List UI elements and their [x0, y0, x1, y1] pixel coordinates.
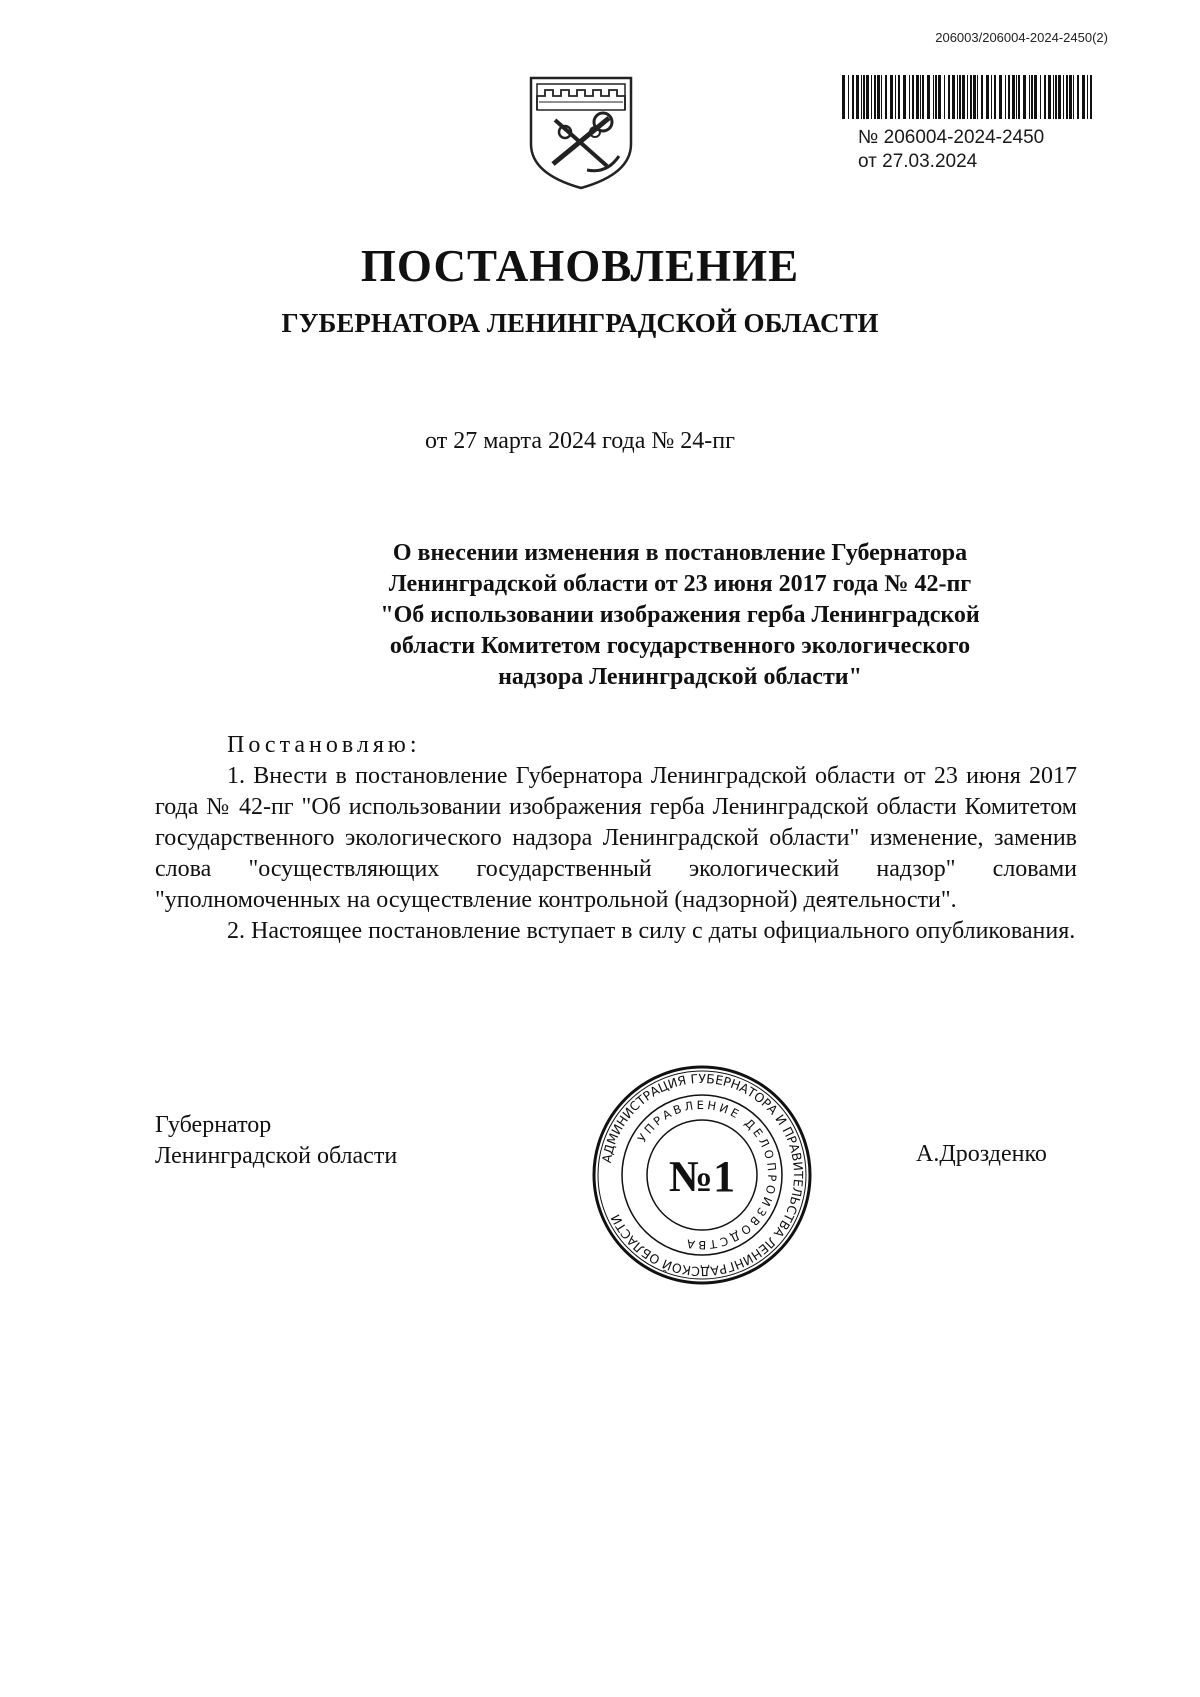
document-body [155, 730, 1077, 947]
barcode-bar [1034, 75, 1037, 119]
barcode-bar [1073, 75, 1074, 119]
barcode-bar [1044, 75, 1046, 119]
barcode-bar [863, 75, 865, 119]
barcode-bar [1031, 75, 1033, 119]
barcode-bar [999, 75, 1002, 119]
barcode-bar [952, 75, 955, 119]
barcode-bar [920, 75, 921, 119]
barcode-bar [909, 75, 910, 119]
barcode-bar [981, 75, 983, 119]
barcode-bar [877, 75, 880, 119]
signatory-name: А.Дрозденко [916, 1141, 1047, 1167]
barcode-bar [1018, 75, 1020, 119]
seal-inner-text: УПРАВЛЕНИЕ ДЕЛОПРОИЗВОДСТВА [634, 1097, 780, 1253]
barcode [842, 75, 1096, 119]
barcode-bar [927, 75, 930, 119]
barcode-bar [1008, 75, 1010, 119]
barcode-bar [986, 75, 989, 119]
document-title: ПОСТАНОВЛЕНИЕ [360, 241, 800, 291]
barcode-bar [1063, 75, 1064, 119]
heading-line: О внесении изменения в постановление Губернатора [392, 540, 968, 566]
decree-word: Постановляю: [227, 732, 421, 758]
barcode-bar [916, 75, 919, 119]
paragraph-1: 1. Внести в постановление Губернатора Ленинградской области от 23 июня 2017 года № 42-пг "Об использовании изображения герба Ленинградской области Комитетом государственного экологического надзора Ленинградской области" изменение, заменив слова "осуществляющих государственный экологический надзор" словами "уполномоченных на осуществление контрольной (надзорной) деятельности". [155, 763, 1077, 913]
barcode-bar [1005, 75, 1006, 119]
signatory-position-line: Губернатор [155, 1112, 272, 1138]
barcode-bar [977, 75, 978, 119]
barcode-bar [1055, 75, 1057, 119]
document-issuer: ГУБЕРНАТОРА ЛЕНИНГРАДСКОЙ ОБЛАСТИ [281, 308, 879, 338]
barcode-bar [1012, 75, 1015, 119]
barcode-bar [935, 75, 937, 119]
registration-date: от 27.03.2024 [858, 151, 978, 172]
barcode-bar [1023, 75, 1026, 119]
signatory-position-line: Ленинградской области [155, 1143, 398, 1169]
leningrad-oblast-coat-of-arms-icon [525, 74, 637, 192]
barcode-bar [1058, 75, 1061, 119]
heading-line: области Комитетом государственного экологического [389, 633, 971, 659]
barcode-bar [933, 75, 934, 119]
barcode-bar [1066, 75, 1068, 119]
barcode-bar [922, 75, 924, 119]
barcode-bar [962, 75, 965, 119]
barcode-bar [903, 75, 906, 119]
barcode-bar [944, 75, 945, 119]
signatory-position [155, 1110, 397, 1172]
barcode-bar [1087, 75, 1088, 119]
barcode-bar [1040, 75, 1041, 119]
barcode-bar [973, 75, 976, 119]
barcode-bar [1016, 75, 1017, 119]
heading-line: надзора Ленинградской области" [498, 664, 862, 690]
barcode-bar [1053, 75, 1054, 119]
barcode-bar [1090, 75, 1092, 119]
paragraph-2: 2. Настоящее постановление вступает в силу с даты официального опубликования. [227, 918, 1076, 944]
registration-block [858, 126, 1044, 174]
document-date-number: от 27 марта 2024 года № 24-пг [425, 428, 735, 454]
barcode-bar [881, 75, 882, 119]
barcode-bar [861, 75, 862, 119]
barcode-bar [1082, 75, 1085, 119]
barcode-bar [852, 75, 854, 119]
barcode-bar [885, 75, 887, 119]
seal-outer-text: АДМИНИСТРАЦИЯ ГУБЕРНАТОРА И ПРАВИТЕЛЬСТВА ЛЕНИНГРАДСКОЙ ОБЛАСТИ [598, 1070, 807, 1280]
barcode-bar [1069, 75, 1072, 119]
registration-id: 206003/206004-2024-2450(2) [935, 30, 1108, 45]
barcode-bar [959, 75, 961, 119]
barcode-bar [1029, 75, 1030, 119]
barcode-bar [871, 75, 872, 119]
barcode-bar [890, 75, 893, 119]
registration-number: № 206004-2024-2450 [858, 127, 1045, 148]
document-heading [0, 538, 1200, 693]
barcode-bar [912, 75, 914, 119]
barcode-bar [994, 75, 996, 119]
barcode-bar [1048, 75, 1051, 119]
barcode-bar [1077, 75, 1079, 119]
barcode-bar [967, 75, 968, 119]
barcode-bar [898, 75, 900, 119]
barcode-bar [957, 75, 958, 119]
official-seal-stamp [590, 1063, 814, 1287]
heading-line: "Об использовании изображения герба Ленинградской [380, 602, 980, 628]
barcode-bar [856, 75, 859, 119]
barcode-bar [991, 75, 992, 119]
barcode-bar [866, 75, 869, 119]
barcode-bar [970, 75, 972, 119]
barcode-bar [874, 75, 876, 119]
barcode-bar [895, 75, 896, 119]
barcode-bar [948, 75, 950, 119]
barcode-bar [938, 75, 941, 119]
seal-number: №1 [668, 1152, 736, 1201]
barcode-bar [848, 75, 849, 119]
barcode-bar [842, 75, 845, 119]
heading-line: Ленинградской области от 23 июня 2017 года № 42-пг [388, 571, 972, 597]
